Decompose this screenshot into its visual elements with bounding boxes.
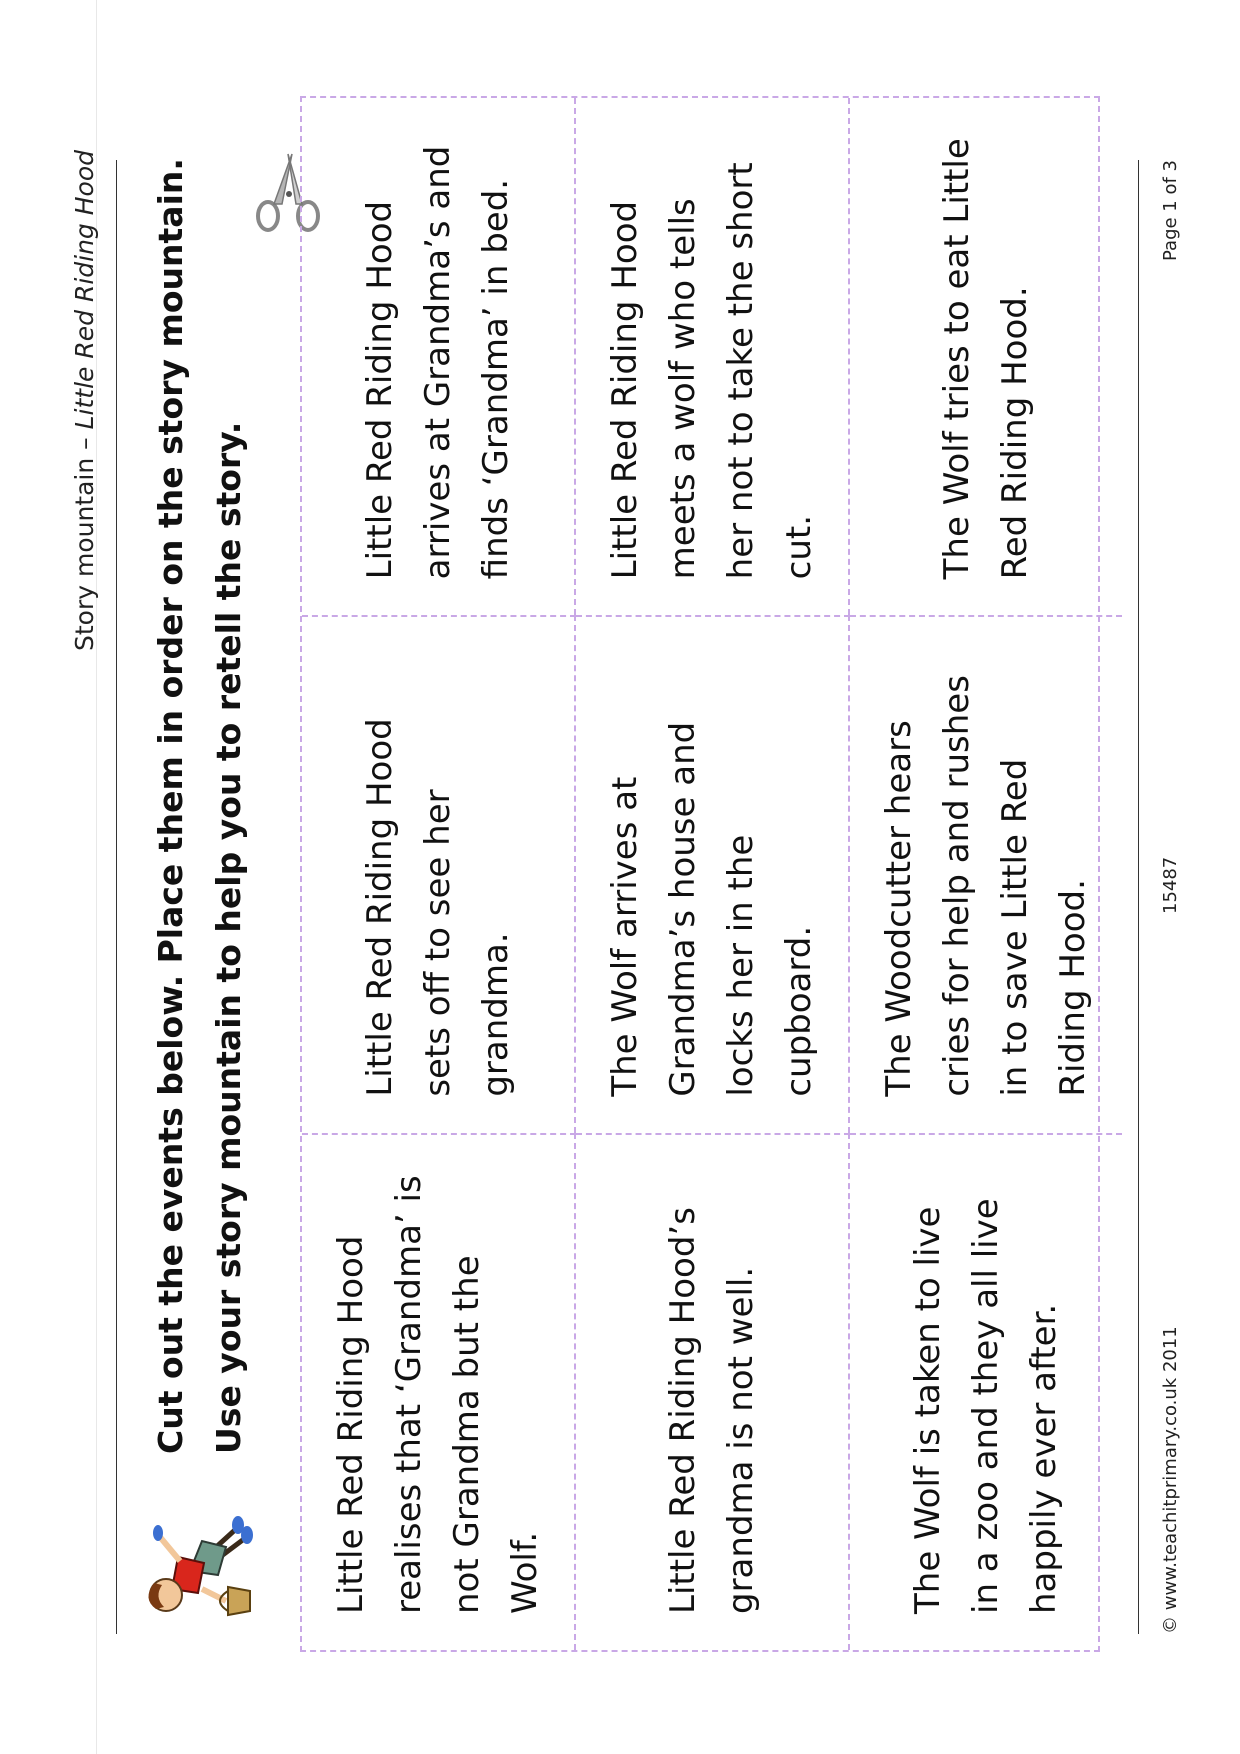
event-card-text: Little Red Riding Hood arrives at Grandma’s and finds ‘Grandma’ in bed.	[360, 145, 516, 580]
event-card-text: The Wolf is taken to live in a zoo and they all live happily ever after.	[908, 1198, 1064, 1614]
event-card-text: Little Red Riding Hood meets a wolf who tells her not to take the short cut.	[605, 162, 819, 580]
header-rule	[116, 160, 117, 1634]
footer-rule	[1138, 160, 1139, 1634]
instruction-line-1: Cut out the events below. Place them in order on the story mountain.	[151, 158, 190, 1454]
event-card-text: Little Red Riding Hood realises that ‘Grandma’ is not Grandma but the Wolf.	[331, 1175, 545, 1614]
event-card-text: Little Red Riding Hood’s grandma is not well.	[663, 1207, 761, 1614]
footer-resource-code: 15487	[1160, 856, 1181, 914]
event-card[interactable]	[302, 98, 576, 615]
event-card[interactable]	[302, 1133, 576, 1650]
event-card[interactable]	[576, 615, 850, 1132]
title-prefix: Story mountain –	[70, 429, 99, 652]
event-card-text: The Wolf arrives at Grandma’s house and locks her in the cupboard.	[605, 721, 819, 1097]
event-card[interactable]	[850, 1133, 1122, 1650]
instructions	[142, 158, 258, 1454]
event-card[interactable]	[850, 615, 1122, 1132]
event-cards-grid	[300, 96, 1100, 1652]
event-card[interactable]	[850, 98, 1122, 615]
event-card-text: Little Red Riding Hood sets off to see her grandma.	[360, 718, 516, 1097]
girl-with-basket-icon	[132, 1494, 257, 1619]
event-card[interactable]	[576, 1133, 850, 1650]
event-card-text: The Woodcutter hears cries for help and rushes in to save Little Red Riding Hood.	[879, 675, 1093, 1097]
title-story: Little Red Riding Hood	[70, 150, 99, 430]
event-card-text: The Wolf tries to eat Little Red Riding Hood.	[937, 138, 1035, 580]
event-card[interactable]	[576, 98, 850, 615]
instruction-line-2: Use your story mountain to help you to retell the story.	[209, 421, 248, 1454]
footer-page-number: Page 1 of 3	[1160, 160, 1181, 261]
event-card[interactable]	[302, 615, 576, 1132]
page-title	[70, 150, 99, 651]
footer-copyright: © www.teachitprimary.co.uk 2011	[1160, 1326, 1181, 1634]
